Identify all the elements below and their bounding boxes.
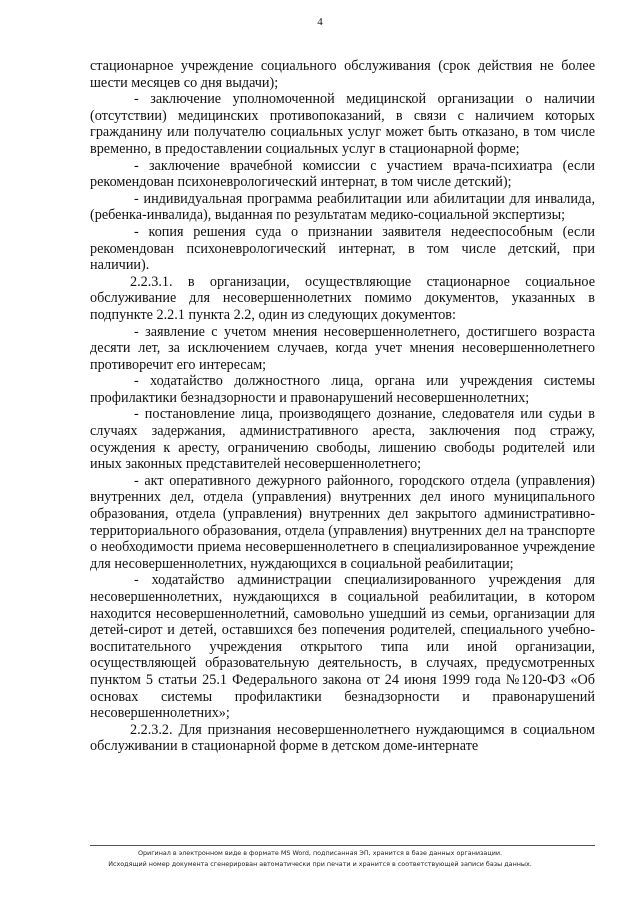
paragraph: стационарное учреждение социального обслуживания (срок действия не более шести месяцев со дня выдачи); [90, 58, 595, 91]
paragraph: - постановление лица, производящего дознание, следователя или судьи в случаях задержания, административного ареста, заключения под стражу, осуждения к аресту, ограничению свободы, лишению свободы родителей или иных законных представителей несовершеннолетнего; [90, 406, 595, 473]
paragraph: - заключение уполномоченной медицинской организации о наличии (отсутствии) медицинских противопоказаний, в связи с наличием которых гражданину или получателю социальных услуг может быть отказано, в том числе временно, в предоставлении социальных услуг в стационарной форме; [90, 91, 595, 157]
paragraph: - копия решения суда о признании заявителя недееспособным (если рекомендован психоневрологический интернат, в том числе детский, при наличии). [90, 223, 595, 274]
paragraph: 2.2.3.2. Для признания несовершеннолетнего нуждающимся в социальном обслуживании в стационарной форме в детском доме-интернате [90, 721, 595, 755]
footer-divider [90, 845, 595, 846]
paragraph: - заявление с учетом мнения несовершеннолетнего, достигшего возраста десяти лет, за исключением случаев, когда учет мнения несовершеннолетнего противоречит его интересам; [90, 323, 595, 373]
paragraph: - индивидуальная программа реабилитации или абилитации для инвалида, (ребенка-инвалида), выданная по результатам медико-социальной экспертизы; [90, 190, 595, 224]
footer-note-original: Оригинал в электронном виде в формате MS Word, подписанная ЭП, хранится в базе данных организации. [137, 849, 503, 857]
document-body [90, 58, 595, 755]
paragraph: - ходатайство администрации специализированного учреждения для несовершеннолетних, нуждающихся в социальной реабилитации, в котором находится несовершеннолетний, самовольно ушедший из семьи, организации для детей-сирот и детей, оставшихся без попечения родителей, специального учебно-воспитательного учреждения открытого типа или иной организации, осуществляющей образовательную деятельность, в случаях, предусмотренных пунктом 5 статьи 25.1 Федерального закона от 24 июня 1999 года №120-ФЗ «Об основах системы профилактики безнадзорности и правонарушений несовершеннолетних»; [90, 572, 595, 722]
paragraph: - заключение врачебной комиссии с участием врача-психиатра (если рекомендован психоневрологический интернат, в том числе детский); [90, 157, 595, 191]
page-number: 4 [317, 16, 323, 28]
paragraph: - ходатайство должностного лица, органа или учреждения системы профилактики безнадзорности и правонарушений несовершеннолетних; [90, 373, 595, 406]
footer-note-number: Исходящий номер документа сгенерирован автоматически при печати и хранится в соответствующей записи базы данных. [108, 860, 532, 868]
paragraph: - акт оперативного дежурного районного, городского отдела (управления) внутренних дел, отдела (управления) внутренних дел иного муниципального образования, отдела (управления) внутренних дел закрытого административно-территориального образования, отдела (управления) внутренних дел на транспорте о необходимости приема несовершеннолетнего в специализированное учреждение для несовершеннолетних, нуждающихся в социальной реабилитации; [90, 472, 595, 572]
paragraph: 2.2.3.1. в организации, осуществляющие стационарное социальное обслуживание для несовершеннолетних помимо документов, указанных в подпункте 2.2.1 пункта 2.2, один из следующих документов: [90, 273, 595, 323]
